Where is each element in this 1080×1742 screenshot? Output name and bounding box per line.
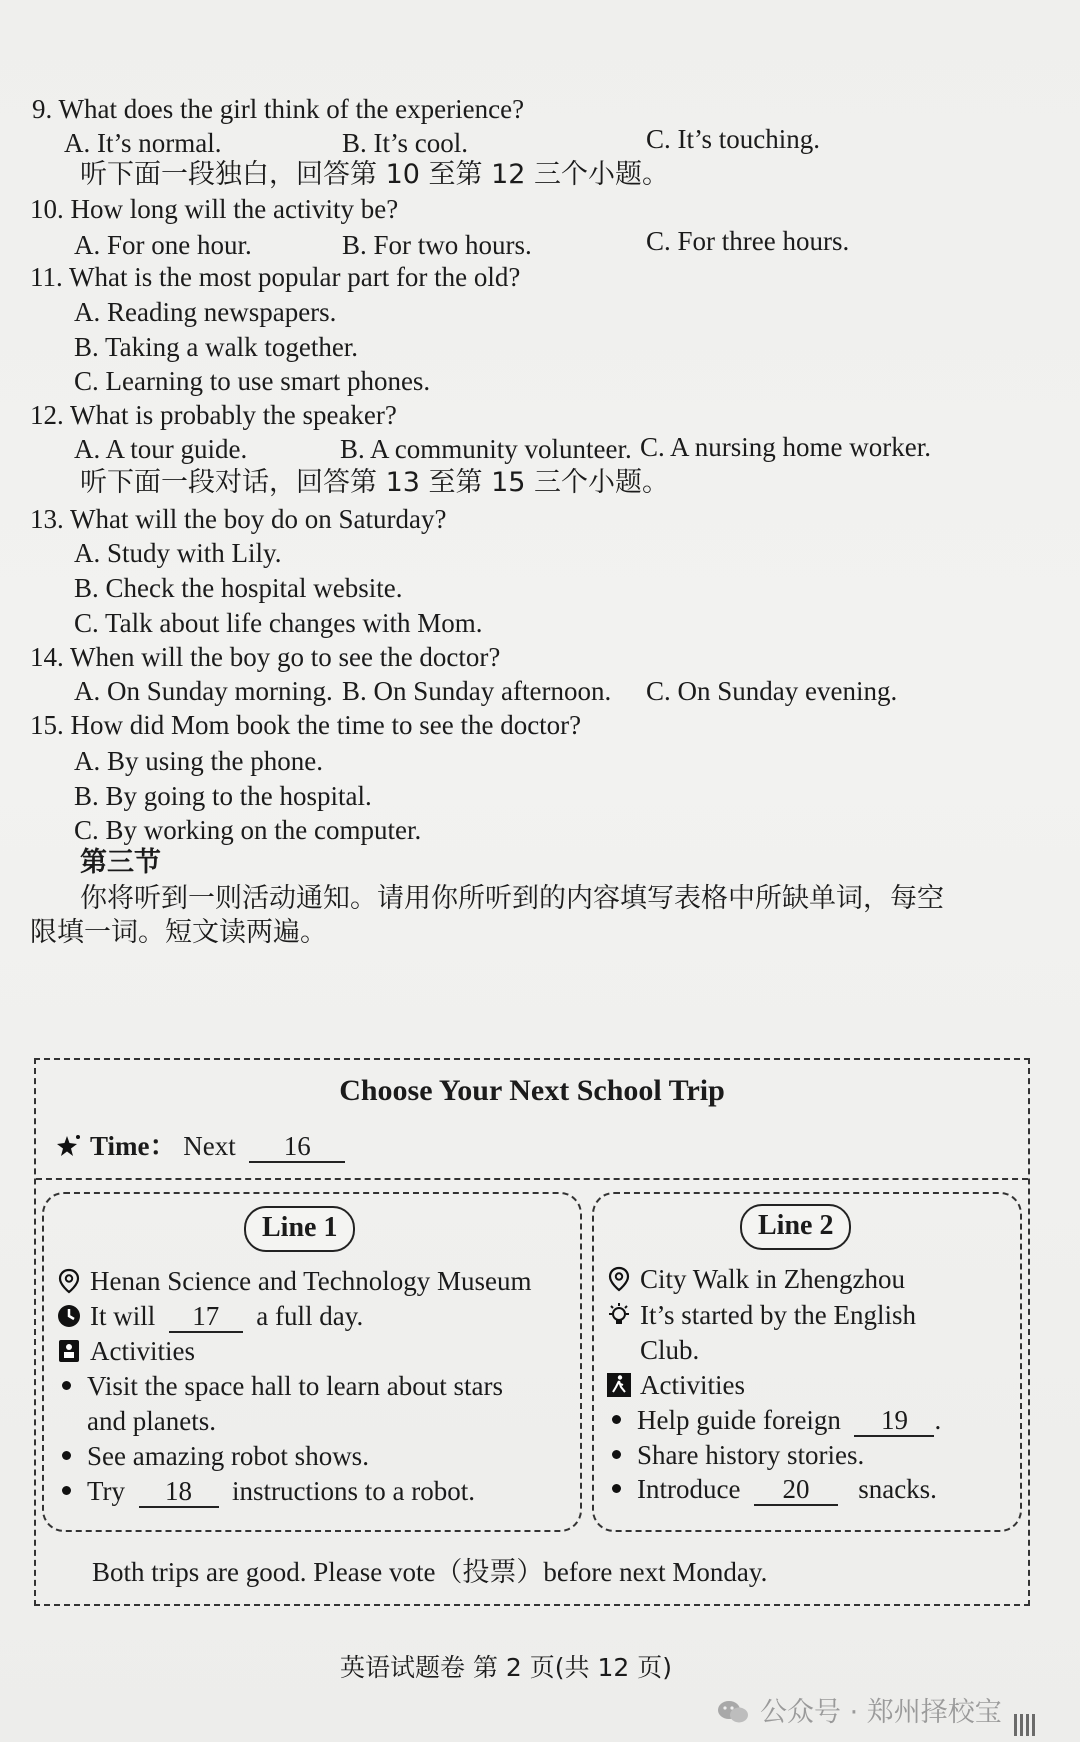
blank-20: 20: [754, 1474, 838, 1506]
blank-18: 18: [139, 1476, 219, 1508]
bullet: [62, 1381, 71, 1390]
q11-option-b: B. Taking a walk together.: [74, 332, 359, 362]
line-1-activity-1: Visit the space hall to learn about stars: [62, 1369, 503, 1403]
location-pin-icon: [56, 1268, 82, 1294]
wechat-icon: [716, 1698, 750, 1726]
line-2-place: City Walk in Zhengzhou: [606, 1262, 905, 1296]
q12-option-b: B. A community volunteer.: [340, 434, 632, 464]
blank-19: 19: [854, 1405, 934, 1437]
q15-option-c: C. By working on the computer.: [74, 815, 422, 845]
time-label: Time：: [90, 1131, 177, 1161]
q10-option-c: C. For three hours.: [646, 226, 850, 256]
section-3-instruction-line1: 你将听到一则活动通知。请用你所听到的内容填写表格中所缺单词，每空: [80, 883, 944, 914]
qr-code-icon: [1014, 1714, 1036, 1736]
q13-option-b: B. Check the hospital website.: [74, 573, 403, 603]
clock-icon: [56, 1303, 82, 1329]
line-2-started-by-cont: Club.: [640, 1335, 700, 1365]
instruction-monologue: 听下面一段独白，回答第 10 至第 12 三个小题。: [80, 159, 670, 190]
bullet: [612, 1450, 621, 1459]
line-2-activities-label: Activities: [606, 1368, 745, 1402]
section-3-instruction-line2: 限填一词。短文读两遍。: [30, 917, 327, 948]
q13-option-c: C. Talk about life changes with Mom.: [74, 608, 483, 638]
line-2-card: [592, 1192, 1022, 1532]
bullet: [62, 1486, 71, 1495]
bullet: [612, 1415, 621, 1424]
question-10: 10. How long will the activity be?: [30, 194, 399, 224]
q15-option-a: A. By using the phone.: [74, 746, 323, 776]
notice-title: Choose Your Next School Trip: [339, 1074, 725, 1107]
q10-option-b: B. For two hours.: [342, 230, 532, 260]
line-2-started-by: It’s started by the English: [606, 1298, 916, 1332]
line-2-activity-3: Introduce 20 snacks.: [612, 1472, 937, 1506]
vote-reminder: Both trips are good. Please vote（投票）before next Monday.: [92, 1557, 768, 1587]
q14-option-c: C. On Sunday evening.: [646, 676, 898, 706]
line-1-duration: It will 17 a full day.: [56, 1299, 363, 1333]
watermark: 公众号 · 郑州择校宝: [716, 1690, 1002, 1729]
question-11: 11. What is the most popular part for the old?: [30, 262, 521, 292]
line-2-badge: Line 2: [740, 1204, 851, 1250]
question-12: 12. What is probably the speaker?: [30, 400, 397, 430]
time-row: [56, 1124, 345, 1163]
line-1-card: [42, 1192, 582, 1532]
q14-option-a: A. On Sunday morning.: [74, 676, 333, 706]
bullet: [612, 1484, 621, 1493]
activities-board-icon: [56, 1338, 82, 1364]
section-3-title: 第三节: [80, 847, 161, 878]
lightbulb-icon: [606, 1302, 632, 1328]
page-footer: 英语试题卷 第 2 页(共 12 页): [340, 1653, 672, 1682]
q9-option-c: C. It’s touching.: [646, 124, 820, 154]
q9-option-a: A. It’s normal.: [64, 128, 222, 158]
q14-option-b: B. On Sunday afternoon.: [342, 676, 612, 706]
q12-option-a: A. A tour guide.: [74, 434, 248, 464]
blank-16: 16: [249, 1131, 345, 1163]
location-pin-icon: [606, 1266, 632, 1292]
divider: [36, 1178, 1028, 1180]
line-1-place: Henan Science and Technology Museum: [56, 1264, 532, 1298]
question-13: 13. What will the boy do on Saturday?: [30, 504, 447, 534]
line-1-activities-label: Activities: [56, 1334, 195, 1368]
line-2-activity-1: Help guide foreign 19 .: [612, 1403, 941, 1437]
q11-option-a: A. Reading newspapers.: [74, 297, 337, 327]
q9-option-b: B. It’s cool.: [342, 128, 468, 158]
q11-option-c: C. Learning to use smart phones.: [74, 366, 431, 396]
line-1-activity-1-cont: and planets.: [87, 1406, 216, 1436]
q15-option-b: B. By going to the hospital.: [74, 781, 372, 811]
line-2-activity-2: Share history stories.: [612, 1438, 864, 1472]
bullet: [62, 1451, 71, 1460]
walking-person-icon: [606, 1372, 632, 1398]
question-15: 15. How did Mom book the time to see the doctor?: [30, 710, 582, 740]
blank-17: 17: [169, 1301, 243, 1333]
line-1-activity-2: See amazing robot shows.: [62, 1439, 369, 1473]
question-14: 14. When will the boy go to see the doctor?: [30, 642, 501, 672]
time-prefix: Next: [183, 1131, 236, 1161]
line-1-activity-3: Try 18 instructions to a robot.: [62, 1474, 475, 1508]
school-trip-notice: [34, 1058, 1030, 1606]
instruction-dialogue: 听下面一段对话，回答第 13 至第 15 三个小题。: [80, 467, 670, 498]
q13-option-a: A. Study with Lily.: [74, 538, 282, 568]
line-1-badge: Line 1: [244, 1206, 355, 1252]
sparkle-icon: [56, 1133, 82, 1159]
q12-option-c: C. A nursing home worker.: [640, 432, 931, 462]
question-9: 9. What does the girl think of the experience?: [32, 94, 525, 124]
q10-option-a: A. For one hour.: [74, 230, 252, 260]
